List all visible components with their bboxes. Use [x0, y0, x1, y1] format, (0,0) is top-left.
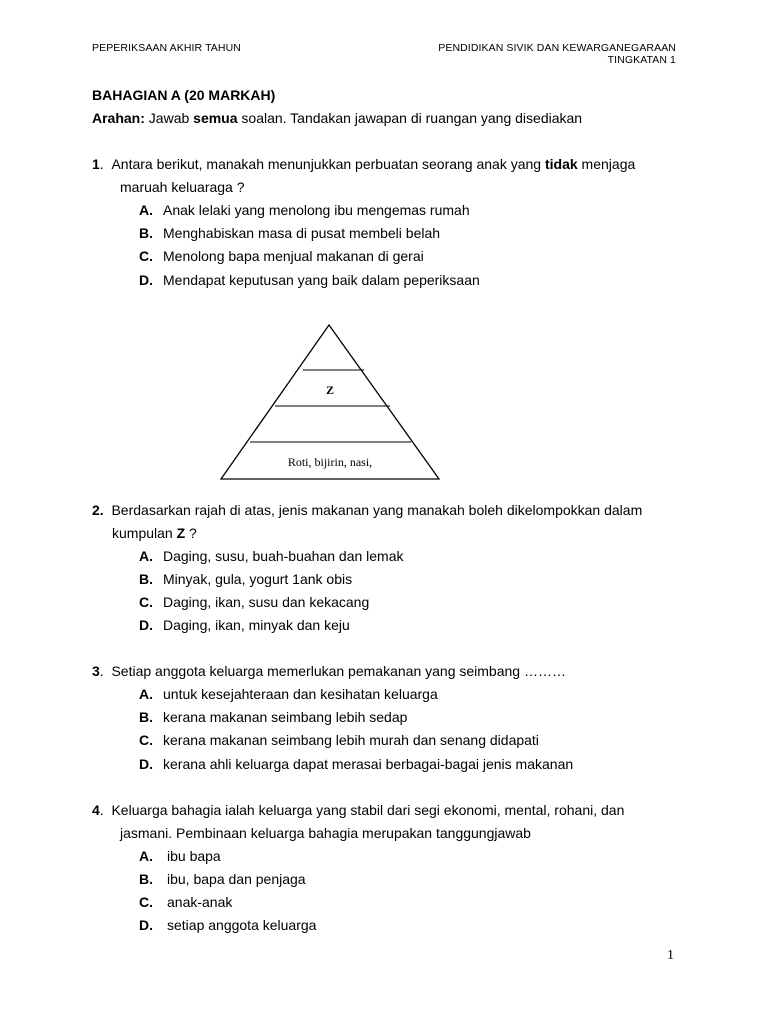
q3-option-c-letter: C.: [139, 732, 153, 748]
q2-option-d-text: Daging, ikan, minyak dan keju: [163, 617, 350, 633]
q1-option-a-letter: A.: [139, 202, 153, 218]
q4-option-b-text: ibu, bapa dan penjaga: [167, 871, 306, 887]
header-right-line1: PENDIDIKAN SIVIK DAN KEWARGANEGARAAN: [438, 42, 676, 54]
q3-option-c-text: kerana makanan seimbang lebih murah dan senang didapati: [163, 732, 539, 748]
pyramid-z-label: Z: [325, 383, 335, 397]
instruction: [92, 110, 582, 126]
q2-option-a-text: Daging, susu, buah-buahan dan lemak: [163, 548, 404, 564]
q4-option-a-text: ibu bapa: [167, 848, 221, 864]
question-3-number: 3: [92, 663, 100, 679]
question-1-line2: maruah keluaraga ?: [120, 179, 245, 195]
q4-option-a-letter: A.: [139, 848, 153, 864]
q2-option-b-letter: B.: [139, 571, 153, 587]
question-2-line2-post: ?: [185, 525, 197, 541]
q1-option-d-text: Mendapat keputusan yang baik dalam peperiksaan: [163, 272, 480, 288]
question-4: 4. Keluarga bahagia ialah keluarga yang stabil dari segi ekonomi, mental, rohani, dan: [92, 802, 625, 818]
q1-option-c-text: Menolong bapa menjual makanan di gerai: [163, 248, 424, 264]
q4-option-b-letter: B.: [139, 871, 153, 887]
q2-option-b-text: Minyak, gula, yogurt 1ank obis: [163, 571, 353, 587]
question-4-number: 4: [92, 802, 100, 818]
instruction-bold: semua: [193, 110, 238, 126]
question-1-number: 1: [92, 156, 100, 172]
instruction-pre: Jawab: [144, 110, 194, 126]
question-3: 3. Setiap anggota keluarga memerlukan pemakanan yang seimbang ………: [92, 663, 566, 679]
question-1-line1-pre: Antara berikut, manakah menunjukkan perbuatan seorang anak yang: [111, 156, 545, 172]
question-2-line2-pre: kumpulan: [112, 525, 177, 541]
q4-option-d-letter: D.: [139, 917, 153, 933]
page-number: 1: [667, 948, 674, 963]
q4-option-c-letter: C.: [139, 894, 153, 910]
q1-option-b-text: Menghabiskan masa di pusat membeli belah: [163, 225, 441, 241]
section-title: BAHAGIAN A (20 MARKAH): [92, 87, 276, 103]
question-2-line2: [112, 525, 197, 541]
question-3-line1: Setiap anggota keluarga memerlukan pemakanan yang seimbang ………: [111, 663, 566, 679]
q2-option-a-letter: A.: [139, 548, 153, 564]
q2-option-c-letter: C.: [139, 594, 153, 610]
q3-option-a-letter: A.: [139, 686, 153, 702]
q2-option-d-letter: D.: [139, 617, 153, 633]
q1-option-b-letter: B.: [139, 225, 153, 241]
header-left: PEPERIKSAAN AKHIR TAHUN: [92, 42, 241, 54]
question-2-line1: Berdasarkan rajah di atas, jenis makanan yang manakah boleh dikelompokkan dalam: [111, 502, 643, 518]
q1-option-c-letter: C.: [139, 248, 153, 264]
instruction-label: Arahan:: [92, 110, 145, 126]
header-right-line2: TINGKATAN 1: [607, 54, 676, 66]
question-2-line2-bold: Z: [176, 525, 186, 541]
food-pyramid-diagram: [218, 322, 442, 482]
q3-option-d-letter: D.: [139, 756, 153, 772]
q4-option-d-text: setiap anggota keluarga: [167, 917, 317, 933]
q1-option-d-letter: D.: [139, 272, 153, 288]
instruction-post: soalan. Tandakan jawapan di ruangan yang disediakan: [237, 110, 583, 126]
q4-option-c-text: anak-anak: [167, 894, 233, 910]
pyramid-base-label: Roti, bijirin, nasi,: [287, 455, 373, 469]
question-4-line2: jasmani. Pembinaan keluarga bahagia merupakan tanggungjawab: [120, 825, 531, 841]
question-2: [92, 502, 642, 518]
question-1-line1-post: menjaga: [577, 156, 636, 172]
question-1-line1-bold: tidak: [544, 156, 578, 172]
q3-option-b-text: kerana makanan seimbang lebih sedap: [163, 709, 408, 725]
question-2-number: 2.: [92, 502, 104, 518]
q3-option-d-text: kerana ahli keluarga dapat merasai berbagai-bagai jenis makanan: [163, 756, 574, 772]
q3-option-b-letter: B.: [139, 709, 153, 725]
question-1: 1. Antara berikut, manakah menunjukkan perbuatan seorang anak yang tidak menjaga: [92, 156, 636, 172]
question-4-line1: Keluarga bahagia ialah keluarga yang stabil dari segi ekonomi, mental, rohani, dan: [111, 802, 625, 818]
q3-option-a-text: untuk kesejahteraan dan kesihatan keluarga: [163, 686, 438, 702]
q1-option-a-text: Anak lelaki yang menolong ibu mengemas rumah: [163, 202, 470, 218]
q2-option-c-text: Daging, ikan, susu dan kekacang: [163, 594, 370, 610]
